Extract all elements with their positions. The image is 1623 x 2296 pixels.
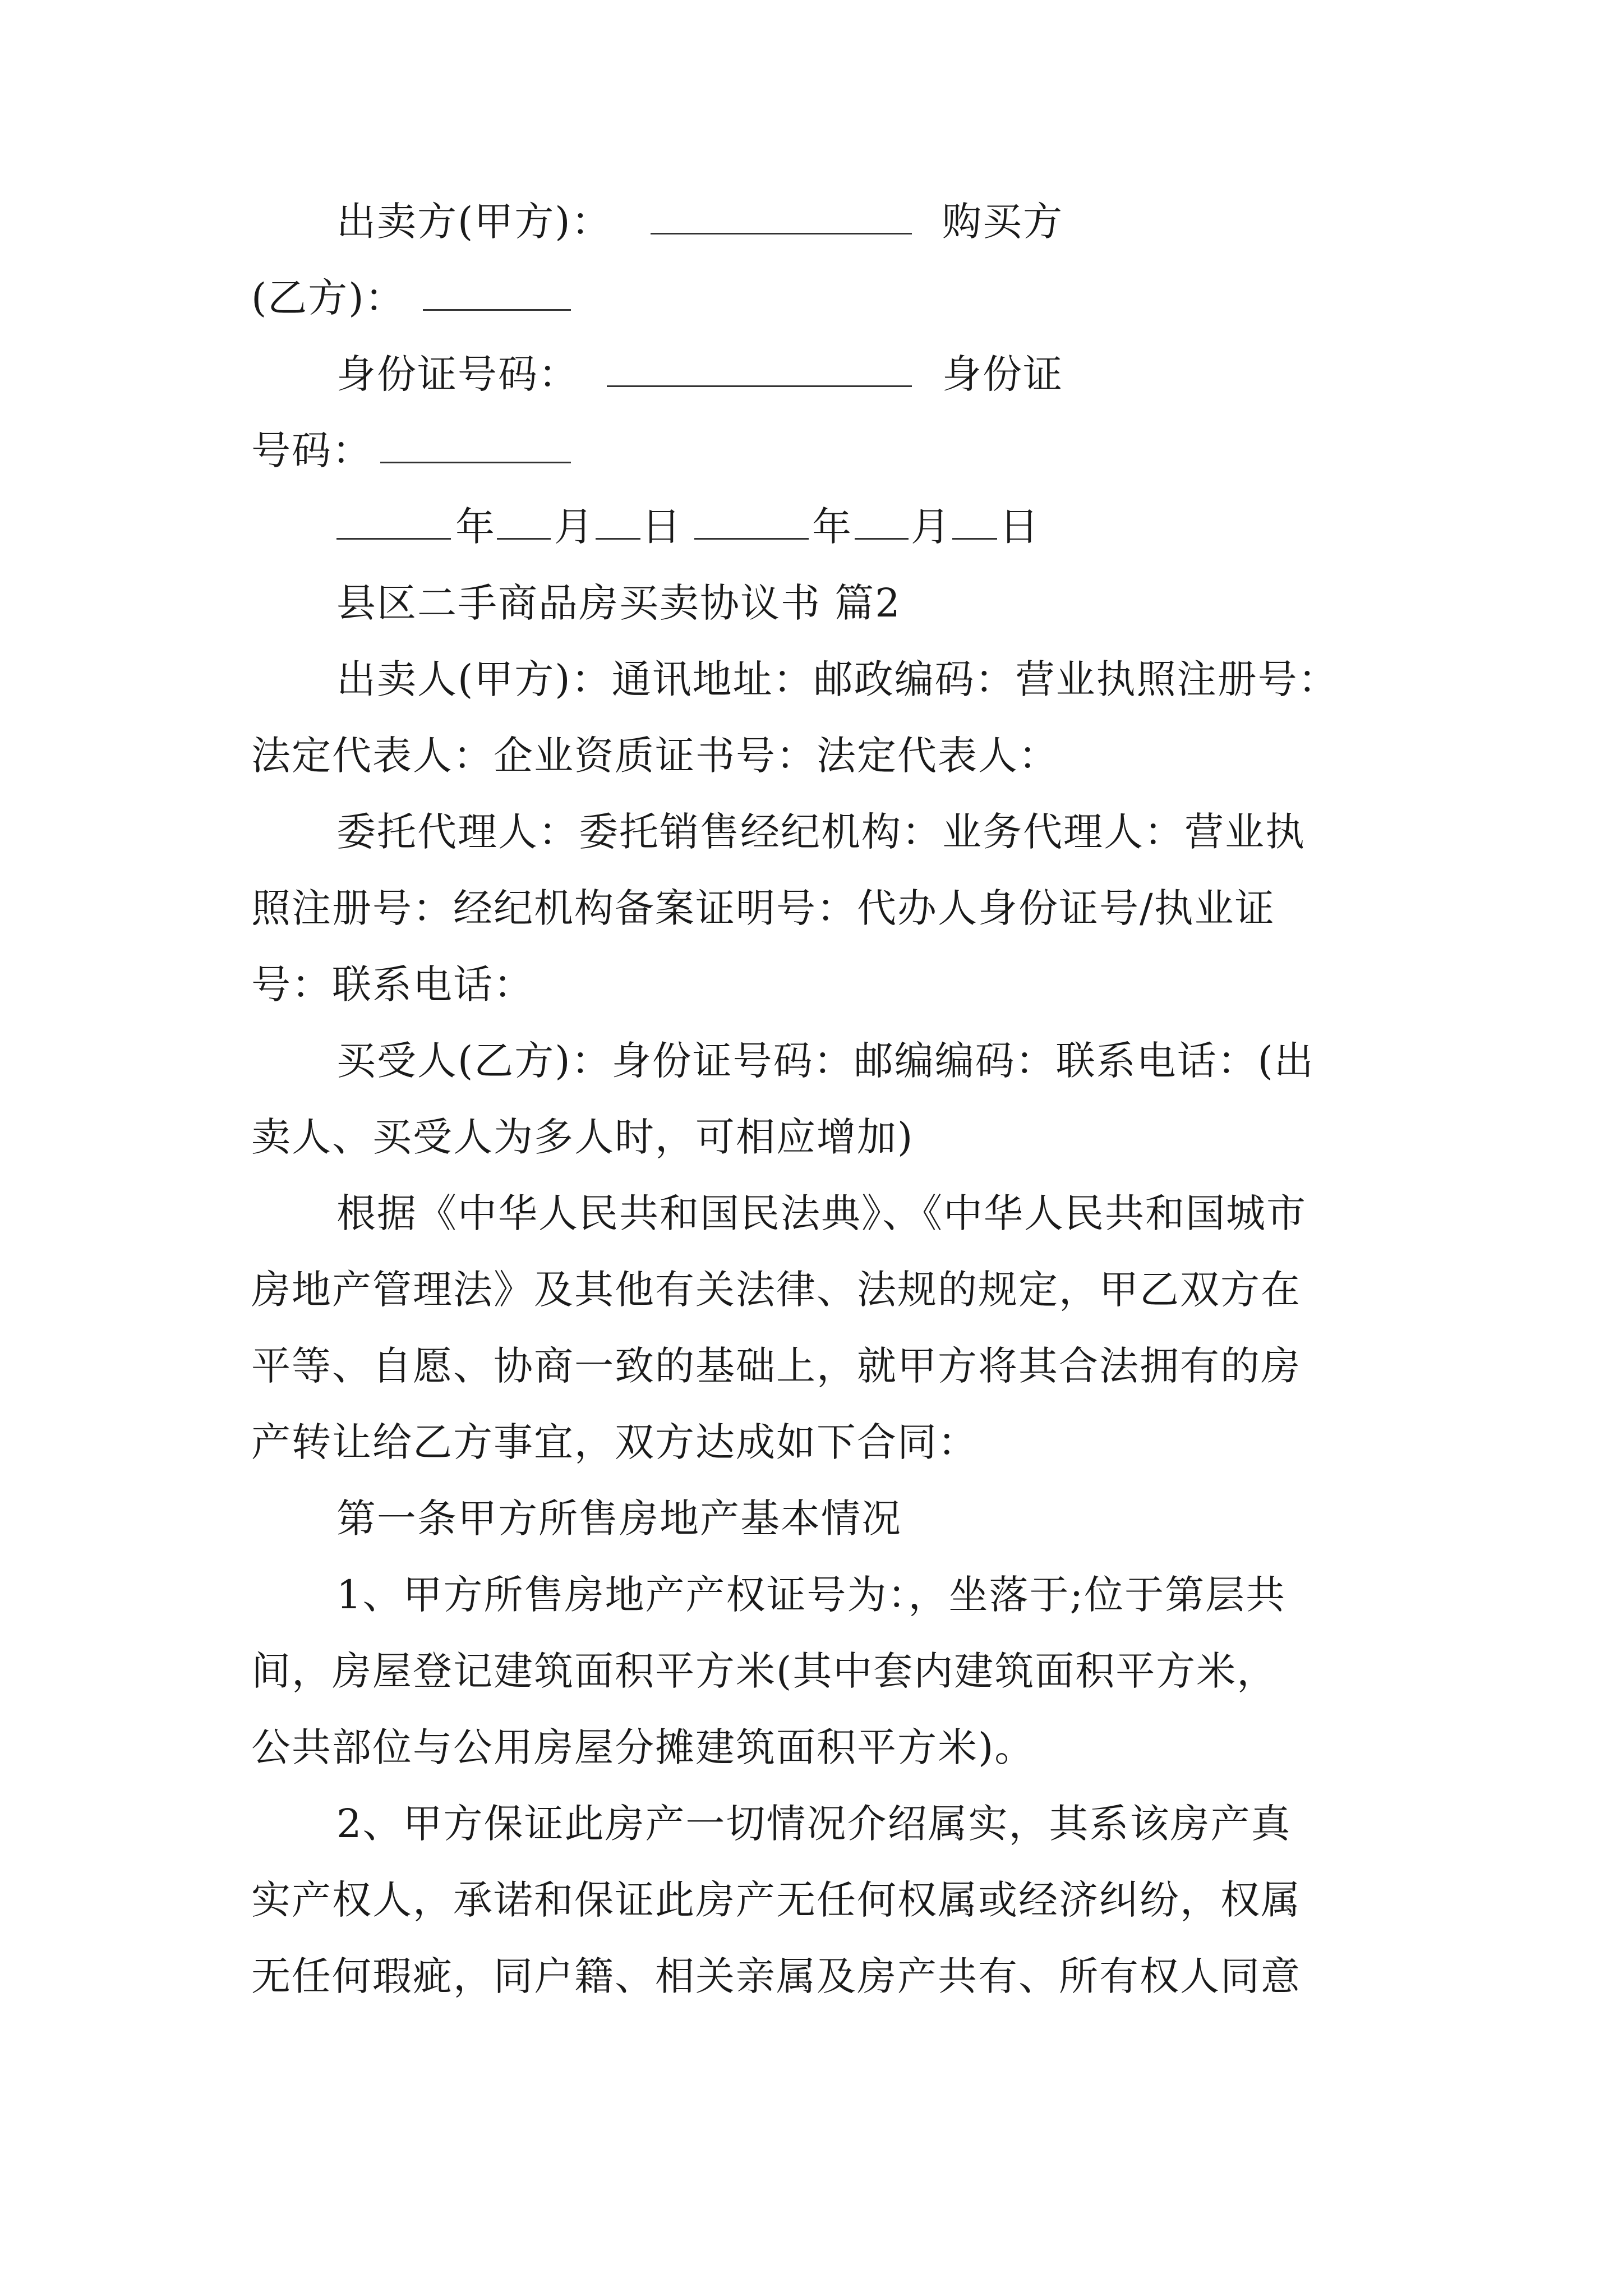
paragraph-3-line-1: 买受人(乙方)：身份证号码：邮编编码：联系电话：(出 <box>336 1038 1315 1084</box>
paragraph-4-line-2: 房地产管理法》及其他有关法律、法规的规定，甲乙双方在 <box>251 1267 1301 1313</box>
seller-label: 出卖方(甲方)： <box>336 199 612 245</box>
seller-signature-blank <box>651 202 912 234</box>
paragraph-5-line-1: 第一条甲方所售房地产基本情况 <box>336 1496 902 1542</box>
buyer-month-blank <box>855 507 909 540</box>
buyer-label-part1: 购买方 <box>942 199 1063 245</box>
id2-label-part1: 身份证 <box>942 351 1063 397</box>
date-line <box>251 504 1387 550</box>
paragraph-6-line-2: 间，房屋登记建筑面积平方米(其中套内建筑面积平方米， <box>251 1648 1278 1694</box>
seller-day-blank <box>596 507 640 540</box>
seller-month-label: 月 <box>554 504 594 550</box>
section-title: 县区二手商品房买卖协议书 篇2 <box>336 580 901 626</box>
seller-id-blank <box>607 355 912 387</box>
buyer-year-label: 年 <box>812 504 852 550</box>
paragraph-7-line-2: 实产权人，承诺和保证此房产无任何权属或经济纠纷，权属 <box>251 1877 1301 1923</box>
id-label: 身份证号码： <box>336 351 579 397</box>
paragraph-3-line-2: 卖人、买受人为多人时，可相应增加) <box>251 1114 914 1160</box>
paragraph-4-line-3: 平等、自愿、协商一致的基础上，就甲方将其合法拥有的房 <box>251 1343 1301 1389</box>
buyer-label-part2: (乙方)： <box>251 275 405 321</box>
paragraph-2-line-3: 号：联系电话： <box>251 961 534 1007</box>
id-line <box>251 351 1387 397</box>
paragraph-4-line-1: 根据《中华人民共和国民法典》、《中华人民共和国城市 <box>336 1190 1307 1236</box>
paragraph-7-line-1: 2、甲方保证此房产一切情况介绍属实，其系该房产真 <box>336 1801 1292 1847</box>
buyer-day-label: 日 <box>999 504 1040 550</box>
id2-line <box>251 427 1387 473</box>
buyer-year-blank <box>694 507 809 540</box>
buyer-line <box>251 275 1387 321</box>
paragraph-2-line-2: 照注册号：经纪机构备案证明号：代办人身份证号/执业证 <box>251 885 1275 931</box>
seller-day-label: 日 <box>642 504 682 550</box>
paragraph-1-line-2: 法定代表人：企业资质证书号：法定代表人： <box>251 733 1059 779</box>
seller-month-blank <box>497 507 551 540</box>
paragraph-2-line-1: 委托代理人：委托销售经纪机构：业务代理人：营业执 <box>336 809 1306 855</box>
paragraph-6-line-3: 公共部位与公用房屋分摊建筑面积平方米)。 <box>251 1724 1035 1770</box>
paragraph-4-line-4: 产转让给乙方事宜，双方达成如下合同： <box>251 1419 978 1465</box>
seller-year-label: 年 <box>455 504 496 550</box>
paragraph-6-line-1: 1、甲方所售房地产产权证号为：，坐落于;位于第层共 <box>336 1572 1287 1618</box>
buyer-month-label: 月 <box>911 504 951 550</box>
seller-line <box>251 199 1387 245</box>
buyer-id-blank <box>380 431 571 463</box>
seller-year-blank <box>336 507 451 540</box>
paragraph-1-line-1: 出卖人(甲方)：通讯地址：邮政编码：营业执照注册号： <box>336 656 1339 702</box>
paragraph-7-line-3: 无任何瑕疵，同户籍、相关亲属及房产共有、所有权人同意 <box>251 1953 1301 1999</box>
buyer-signature-blank <box>423 278 571 311</box>
id2-label-part2: 号码： <box>251 427 372 473</box>
buyer-day-blank <box>952 507 997 540</box>
